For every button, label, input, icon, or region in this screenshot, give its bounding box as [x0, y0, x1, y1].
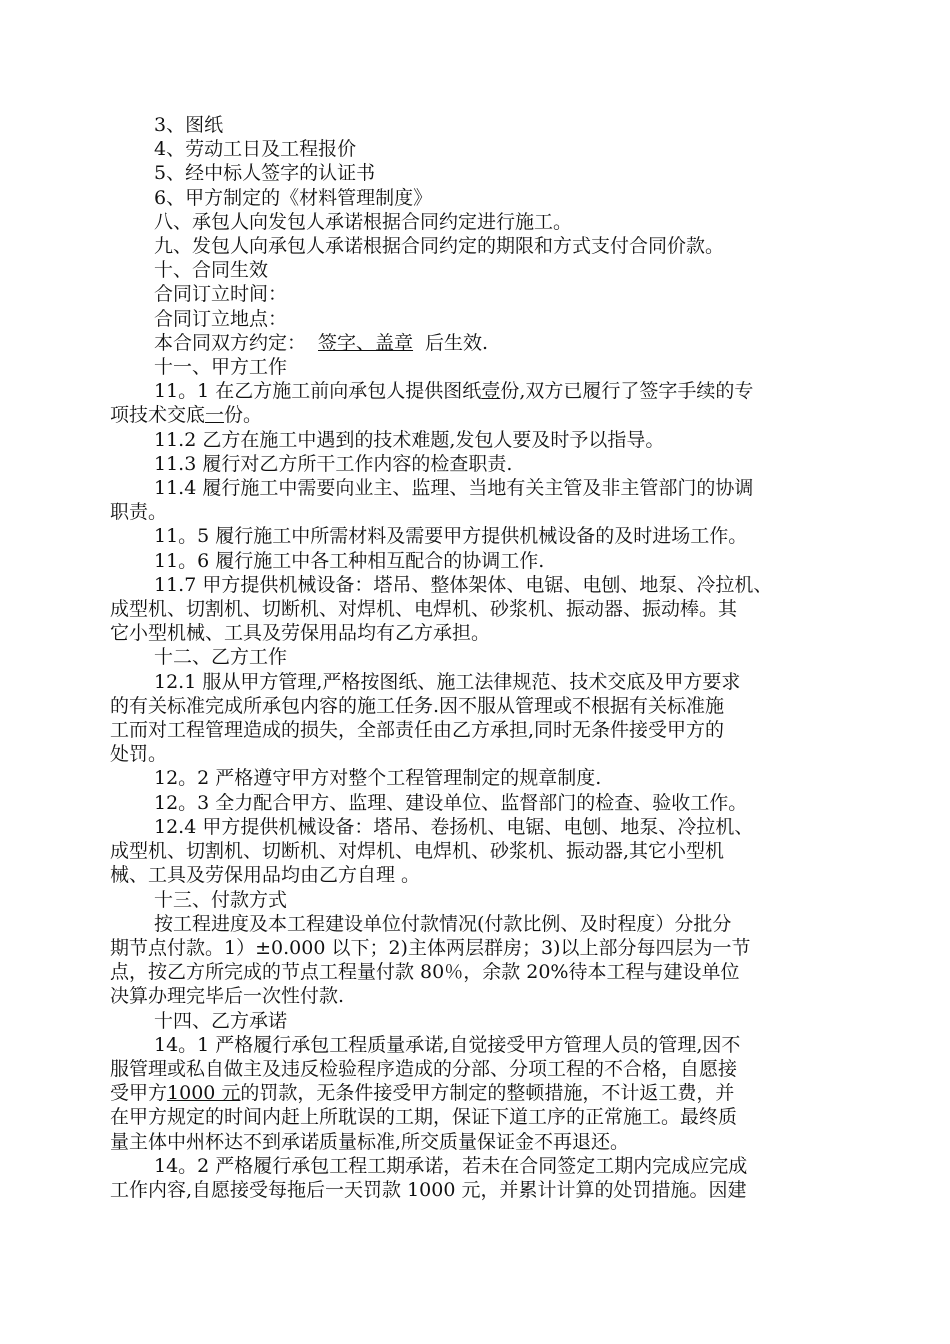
clause-12-1-cont-3: 处罚。	[110, 743, 168, 766]
clause-12-2: 12。2 严格遵守甲方对整个工程管理制定的规章制度.	[154, 767, 602, 790]
list-item-certificate: 5、经中标人签字的认证书	[154, 162, 376, 185]
effect-prefix: 本合同双方约定：	[154, 331, 307, 354]
effect-underlined-sign: 签字、盖章	[318, 331, 414, 354]
section-11-title: 十一、甲方工作	[154, 356, 288, 379]
payment-text: 按工程进度及本工程建设单位付款情况(付款比例、及时程度）分批分	[154, 912, 732, 935]
clause-11-4: 11.4 履行施工中需要向业主、监理、当地有关主管及非主管部门的协调	[154, 477, 754, 500]
section-14-title: 十四、乙方承诺	[154, 1009, 288, 1032]
contract-effect	[110, 331, 850, 355]
payment-text-cont-2: 点，按乙方所完成的节点工程量付款 80％，余款 20%待本工程与建设单位	[110, 961, 740, 984]
clause-12-1-cont-2: 工而对工程管理造成的损失，全部责任由乙方承担,同时无条件接受甲方的	[110, 719, 725, 742]
effect-suffix: 后生效.	[425, 331, 489, 354]
list-item-labor: 4、劳动工日及工程报价	[154, 138, 357, 161]
clause-11-7-cont-1: 成型机、切割机、切断机、对焊机、电焊机、砂浆机、振动器、振动棒。其	[110, 598, 738, 621]
contract-place: 合同订立地点：	[154, 307, 288, 330]
clause-11-1: 11。1 在乙方施工前向承包人提供图纸壹份,双方已履行了签字手续的专	[154, 380, 754, 403]
clause-14-1: 14。1 严格履行承包工程质量承诺,自觉接受甲方管理人员的管理,因不	[154, 1033, 741, 1056]
clause-11-4-cont: 职责。	[110, 501, 168, 524]
clause-12-4: 12.4 甲方提供机械设备：塔吊、卷扬机、电锯、电刨、地泵、冷拉机、	[154, 815, 754, 838]
payment-text-cont-3: 决算办理完毕后一次性付款.	[110, 985, 345, 1008]
clause-12-1-cont-1: 的有关标准完成所承包内容的施工任务.因不服从管理或不根据有关标准施	[110, 694, 725, 717]
clause-14-1-cont-4: 量主体中州杯达不到承诺质量标准,所交质量保证金不再退还。	[110, 1130, 630, 1153]
clause-11-3: 11.3 履行对乙方所干工作内容的检查职责.	[154, 452, 513, 475]
list-item-drawings: 3、图纸	[154, 114, 224, 136]
clause-14-1-cont-2: 受甲方1000 元的罚款，无条件接受甲方制定的整顿措施，不计返工费，并	[110, 1082, 735, 1105]
clause-11-6: 11。6 履行施工中各工种相互配合的协调工作.	[154, 549, 545, 572]
clause-8: 八、承包人向发包人承诺根据合同约定进行施工。	[154, 210, 573, 233]
document-page	[110, 113, 850, 1202]
section-10-title: 十、合同生效	[154, 259, 269, 282]
section-12-title: 十二、乙方工作	[154, 646, 288, 669]
payment-text-cont-1: 期节点付款。1）±0.000 以下；2)主体两层群房；3)以上部分每四层为一节	[110, 936, 751, 959]
clause-12-4-cont-1: 成型机、切割机、切断机、对焊机、电焊机、砂浆机、振动器,其它小型机	[110, 840, 725, 863]
list-item-material-rules: 6、甲方制定的《材料管理制度》	[154, 186, 433, 209]
fine-amount: 1000 元	[167, 1082, 241, 1105]
clause-12-4-cont-2: 械、工具及劳保用品均由乙方自理 。	[110, 864, 421, 887]
clause-14-2: 14。2 严格履行承包工程工期承诺，若未在合同签定工期内完成应完成	[154, 1154, 748, 1177]
section-13-title: 十三、付款方式	[154, 888, 288, 911]
clause-12-1: 12.1 服从甲方管理,严格按图纸、施工法律规范、技术交底及甲方要求	[154, 670, 741, 693]
clause-14-1-cont-1: 服管理或私自做主及违反检验程序造成的分部、分项工程的不合格，自愿接	[110, 1057, 738, 1080]
clause-14-1-cont-3: 在甲方规定的时间内赶上所耽误的工期，保证下道工序的正常施工。最终质	[110, 1106, 738, 1129]
contract-time: 合同订立时间：	[154, 283, 288, 306]
clause-14-2-cont: 工作内容,自愿接受每拖后一天罚款 1000 元，并累计计算的处罚措施。因建	[110, 1178, 747, 1201]
clause-11-7-cont-2: 它小型机械、工具及劳保用品均有乙方承担。	[110, 622, 491, 645]
clause-11-5: 11。5 履行施工中所需材料及需要甲方提供机械设备的及时进场工作。	[154, 525, 748, 548]
clause-11-7: 11.7 甲方提供机械设备：塔吊、整体架体、电锯、电刨、地泵、冷拉机、	[154, 573, 773, 596]
clause-9: 九、发包人向承包人承诺根据合同约定的期限和方式支付合同价款。	[154, 235, 725, 258]
clause-11-1-cont: 项技术交底一份。	[110, 404, 263, 427]
clause-12-3: 12。3 全力配合甲方、监理、建设单位、监督部门的检查、验收工作。	[154, 791, 748, 814]
clause-11-2: 11.2 乙方在施工中遇到的技术难题,发包人要及时予以指导。	[154, 428, 665, 451]
